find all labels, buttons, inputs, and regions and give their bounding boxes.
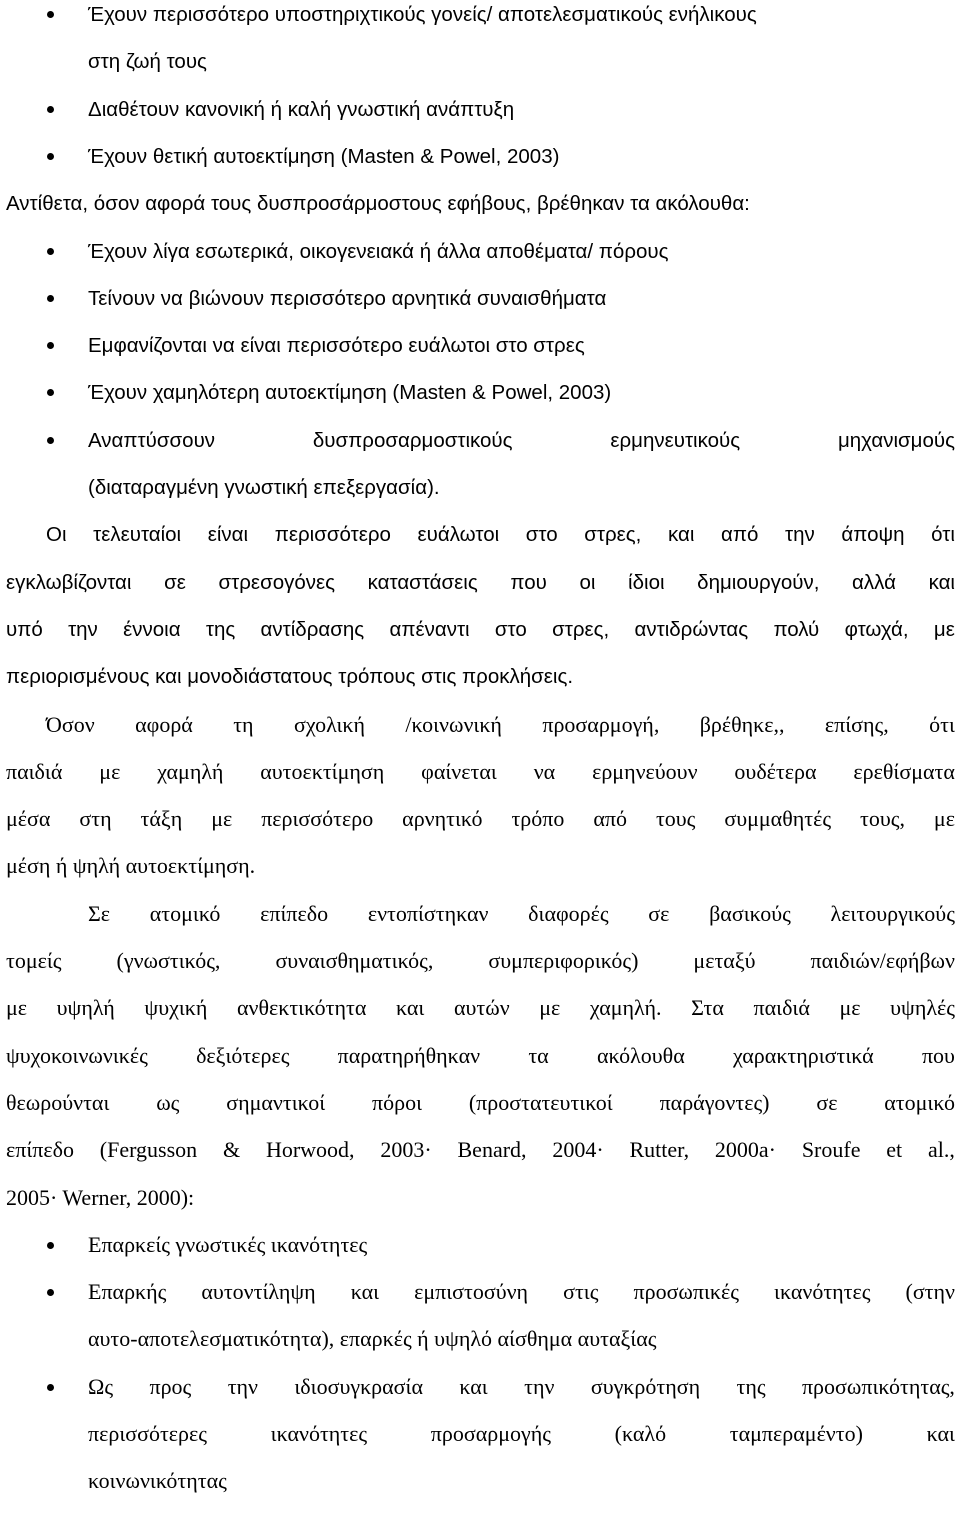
paragraph-line [6,993,955,1023]
word: περισσότερες [88,1421,207,1446]
list-item-line: Έχουν χαμηλότερη αυτοεκτίμηση (Masten & Powel, 2003) [88,381,612,404]
word: στο [494,618,527,641]
word: ψυχική [144,995,208,1020]
word: πόροι [371,1090,422,1115]
paragraph-line [6,1088,955,1118]
word: προσαρμογή, [542,712,660,737]
word: υπό [6,618,43,641]
word: με [539,995,561,1020]
list-item-line: Επαρκείς γνωστικές ικανότητες [88,1232,368,1257]
word: της [736,1374,766,1399]
word: σε [164,571,186,594]
word: με [99,759,121,784]
word: Όσον [46,712,95,737]
word: ικανότητες [774,1279,871,1304]
word: δεξιότερες [196,1043,290,1068]
list-item-line [88,1372,955,1402]
word: συγκρότηση [590,1374,701,1399]
word: μεταξύ [693,948,756,973]
bullet-point [47,389,54,396]
paragraph-line [6,757,955,787]
word: & [223,1137,241,1162]
word: με [933,618,955,641]
word: τους, [860,806,905,831]
word: υψηλή [56,995,115,1020]
word: παρατηρήθηκαν [337,1043,481,1068]
word: αλλά [852,571,896,594]
list-item-line: κοινωνικότητας [88,1468,227,1493]
word: συμπεριφορικός) [488,948,639,973]
word: /κοινωνική [405,712,502,737]
word: και [459,1374,488,1399]
word: αυτοεκτίμηση [260,759,385,784]
word: με [6,995,28,1020]
bullet-point [47,1289,54,1296]
word: Στα [691,995,724,1020]
word: Sroufe [801,1137,861,1162]
bullet-point [47,1242,54,1249]
word: χαμηλή [157,759,224,784]
word: τους [655,806,696,831]
word: τελευταίοι [93,523,182,546]
word: και [668,523,695,546]
word: (Fergusson [99,1137,198,1162]
word: στις [563,1279,599,1304]
word: με [211,806,233,831]
paragraph-line [6,1135,955,1165]
bullet-point [47,248,54,255]
word: να [533,759,556,784]
word: τα [528,1043,549,1068]
word: θεωρούνται [6,1090,110,1115]
word: στη [79,806,112,831]
word: συναισθηματικός, [275,948,434,973]
word: τη [233,712,254,737]
word: απέναντι [389,618,470,641]
word: σε [648,901,670,926]
word: αντίδρασης [260,618,365,641]
word: (γνωστικός, [116,948,221,973]
word: παιδιών/εφήβων [810,948,955,973]
paragraph-line [6,1041,955,1071]
list-item-line: Έχουν λίγα εσωτερικά, οικογενειακά ή άλλα αποθέματα/ πόρους [88,240,669,263]
word: την [524,1374,555,1399]
word: ότι [931,523,955,546]
list-item-line: στη ζωή τους [88,50,207,73]
word: χαμηλή. [589,995,662,1020]
word: την [227,1374,258,1399]
bullet-point [47,153,54,160]
bullet-point [47,1384,54,1391]
word: αρνητικό [402,806,483,831]
bullet-point [47,11,54,18]
word: Οι [46,523,67,546]
word: βασικούς [709,901,791,926]
word: τρόπο [511,806,565,831]
word: προσωπικές [633,1279,739,1304]
word: της [205,618,236,641]
word: και [926,1421,955,1446]
word: ευάλωτοι [417,523,500,546]
word: Benard, [457,1137,527,1162]
word: Αναπτύσσουν [88,429,216,452]
list-item-line: Εμφανίζονται να είναι περισσότερο ευάλωτοι στο στρες [88,334,585,357]
word: al., [927,1137,955,1162]
word: και [350,1279,380,1304]
paragraph-line [6,615,955,645]
word: τομείς [6,948,62,973]
word: την [68,618,98,641]
word: ουδέτερα [734,759,817,784]
bullet-point [47,295,54,302]
word: οι [579,571,596,594]
word: από [721,523,759,546]
word: ίδιοι [628,571,665,594]
paragraph-line [88,899,955,929]
word: ερμηνεύουν [592,759,698,784]
word: Rutter, [629,1137,690,1162]
word: παράγοντες) [659,1090,770,1115]
word: επίσης, [824,712,889,737]
word: ιδιοσυγκρασία [294,1374,423,1399]
word: ερεθίσματα [853,759,955,784]
word: που [921,1043,955,1068]
paragraph-line: 2005· Werner, 2000): [6,1185,195,1210]
word: υψηλές [890,995,955,1020]
word: καταστάσεις [367,571,478,594]
word: ανθεκτικότητα [236,995,367,1020]
word: συμμαθητές [724,806,832,831]
paragraph-line [46,710,955,740]
word: αυτών [453,995,510,1020]
word: στρεσογόνες [218,571,336,594]
word: Ως [88,1374,114,1399]
list-item-line: Τείνουν να βιώνουν περισσότερο αρνητικά συναισθήματα [88,287,607,310]
word: σε [816,1090,838,1115]
word: λειτουργικούς [830,901,955,926]
word: στρες, [552,618,610,641]
word: την [785,523,815,546]
word: εντοπίστηκαν [367,901,489,926]
word: και [396,995,425,1020]
word: προς [149,1374,192,1399]
word: ικανότητες [270,1421,368,1446]
contrast-intro: Αντίθετα, όσον αφορά τους δυσπροσάρμοστους εφήβους, βρέθηκαν τα ακόλουθα: [6,192,750,215]
word: στρες, [584,523,642,546]
word: φτωχά, [844,618,909,641]
paragraph-line [46,520,955,550]
word: ψυχοκοινωνικές [6,1043,148,1068]
word: περισσότερο [261,806,374,831]
word: και [928,571,955,594]
word: παιδιά [6,759,63,784]
word: et [886,1137,903,1162]
word: είναι [207,523,249,546]
word: (καλό [614,1421,667,1446]
word: εγκλωβίζονται [6,571,132,594]
word: ατομικό [884,1090,955,1115]
word: εμπιστοσύνη [414,1279,529,1304]
list-item-line: Έχουν θετική αυτοεκτίμηση (Masten & Powel, 2003) [88,145,560,168]
paragraph-line [6,946,955,976]
word: που [510,571,547,594]
word: μηχανισμούς [837,429,955,452]
word: περισσότερο [274,523,391,546]
word: άποψη [841,523,905,546]
word: Σε [88,901,111,926]
word: δυσπροσαρμοστικούς [312,429,513,452]
word: προσαρμογής [430,1421,551,1446]
word: ερμηνευτικούς [610,429,741,452]
word: από [593,806,627,831]
word: (στην [905,1279,955,1304]
word: αφορά [135,712,193,737]
word: 2004· [552,1137,604,1162]
word: σημαντικοί [226,1090,326,1115]
word: στο [525,523,558,546]
list-item-line [88,1277,955,1307]
word: επίπεδο [260,901,329,926]
paragraph-line: μέση ή ψηλή αυτοεκτίμηση. [6,853,256,878]
list-item-line: αυτο-αποτελεσματικότητα), επαρκές ή υψηλό αίσθημα αυταξίας [88,1326,657,1351]
list-item-line [88,426,955,456]
word: φαίνεται [421,759,497,784]
list-item-line [88,1419,955,1449]
word: τάξη [140,806,183,831]
word: μέσα [6,806,51,831]
bullet-point [47,437,54,444]
word: διαφορές [528,901,609,926]
word: προσωπικότητας, [801,1374,955,1399]
word: παιδιά [753,995,810,1020]
word: χαρακτηριστικά [733,1043,874,1068]
word: αντιδρώντας [634,618,749,641]
word: ακόλουθα [596,1043,685,1068]
word: Horwood, [265,1137,355,1162]
list-item-line: Διαθέτουν κανονική ή καλή γνωστική ανάπτυξη [88,98,515,121]
word: δημιουργούν, [697,571,820,594]
paragraph-line [6,568,955,598]
word: 2000a· [714,1137,776,1162]
word: σχολική [293,712,366,737]
word: βρέθηκε,, [699,712,785,737]
word: πολύ [773,618,820,641]
paragraph-line [6,804,955,834]
word: ατομικό [149,901,221,926]
list-item-line: Έχουν περισσότερο υποστηριχτικούς γονείς/ αποτελεσματικούς ενήλικους [88,3,757,26]
list-item-line: (διαταραγμένη γνωστική επεξεργασία). [88,476,440,499]
paragraph-line: περιορισμένους και μονοδιάστατους τρόπους στις προκλήσεις. [6,665,574,688]
word: επίπεδο [6,1137,74,1162]
bullet-point [47,106,54,113]
word: 2003· [380,1137,432,1162]
word: με [839,995,861,1020]
word: ως [156,1090,180,1115]
bullet-point [47,342,54,349]
word: αυτοντίληψη [201,1279,316,1304]
word: (προστατευτικοί [468,1090,613,1115]
word: έννοια [123,618,181,641]
word: ταμπεραμέντο) [729,1421,863,1446]
word: ότι [929,712,955,737]
word: με [933,806,955,831]
word: Επαρκής [88,1279,167,1304]
